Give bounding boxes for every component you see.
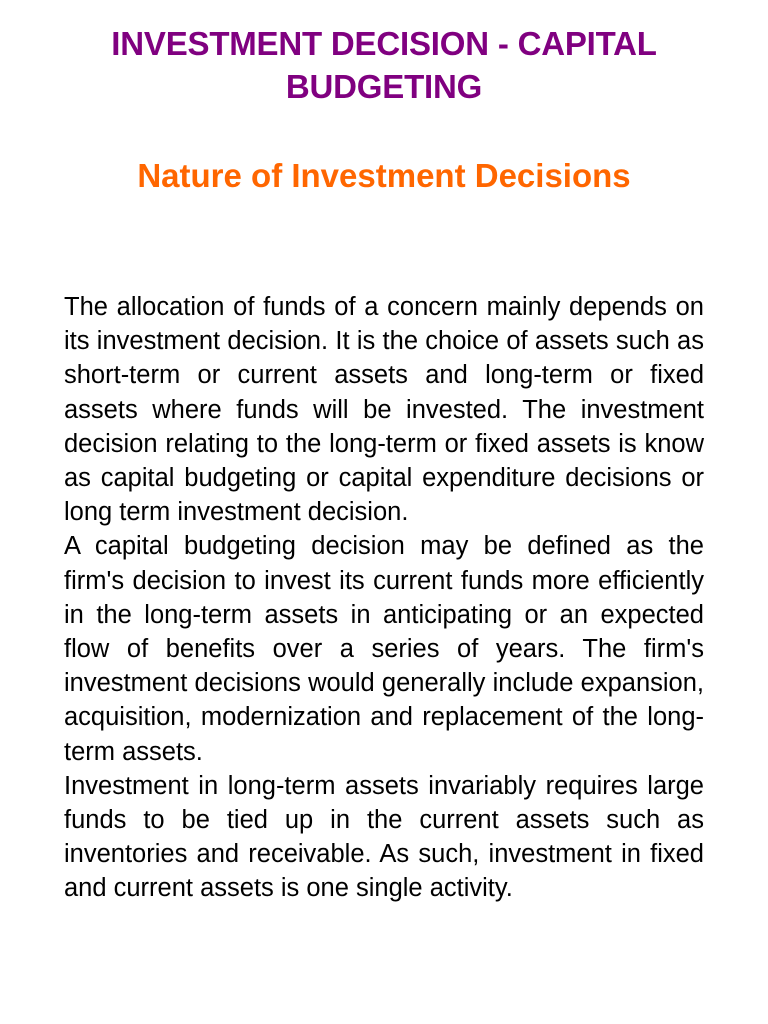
section-heading: Nature of Investment Decisions	[137, 157, 631, 194]
body-text	[64, 290, 704, 906]
page-title: INVESTMENT DECISION - CAPITAL BUDGETING	[111, 25, 657, 105]
paragraph-allocation-of-funds: The allocation of funds of a concern mainly depends on its investment decision. It is the choice of assets such as short-term or current assets and long-term or fixed assets where funds will be invested. The investment decision relating to the long-term or fixed assets is know as capital budgeting or capital expenditure decisions or long term investment decision.	[64, 293, 704, 527]
paragraph-long-term-assets: Investment in long-term assets invariably requires large funds to be tied up in the current assets such as inventories and receivable. As such, investment in fixed and current assets is one single activity.	[64, 771, 704, 903]
paragraph-capital-budgeting-definition: A capital budgeting decision may be defined as the firm's decision to invest its current funds more efficiently in the long-term assets in anticipating or an expected flow of benefits over a series of years. The firm's investment decisions would generally include expansion, acquisition, modernization and replacement of the long-term assets.	[64, 532, 704, 766]
